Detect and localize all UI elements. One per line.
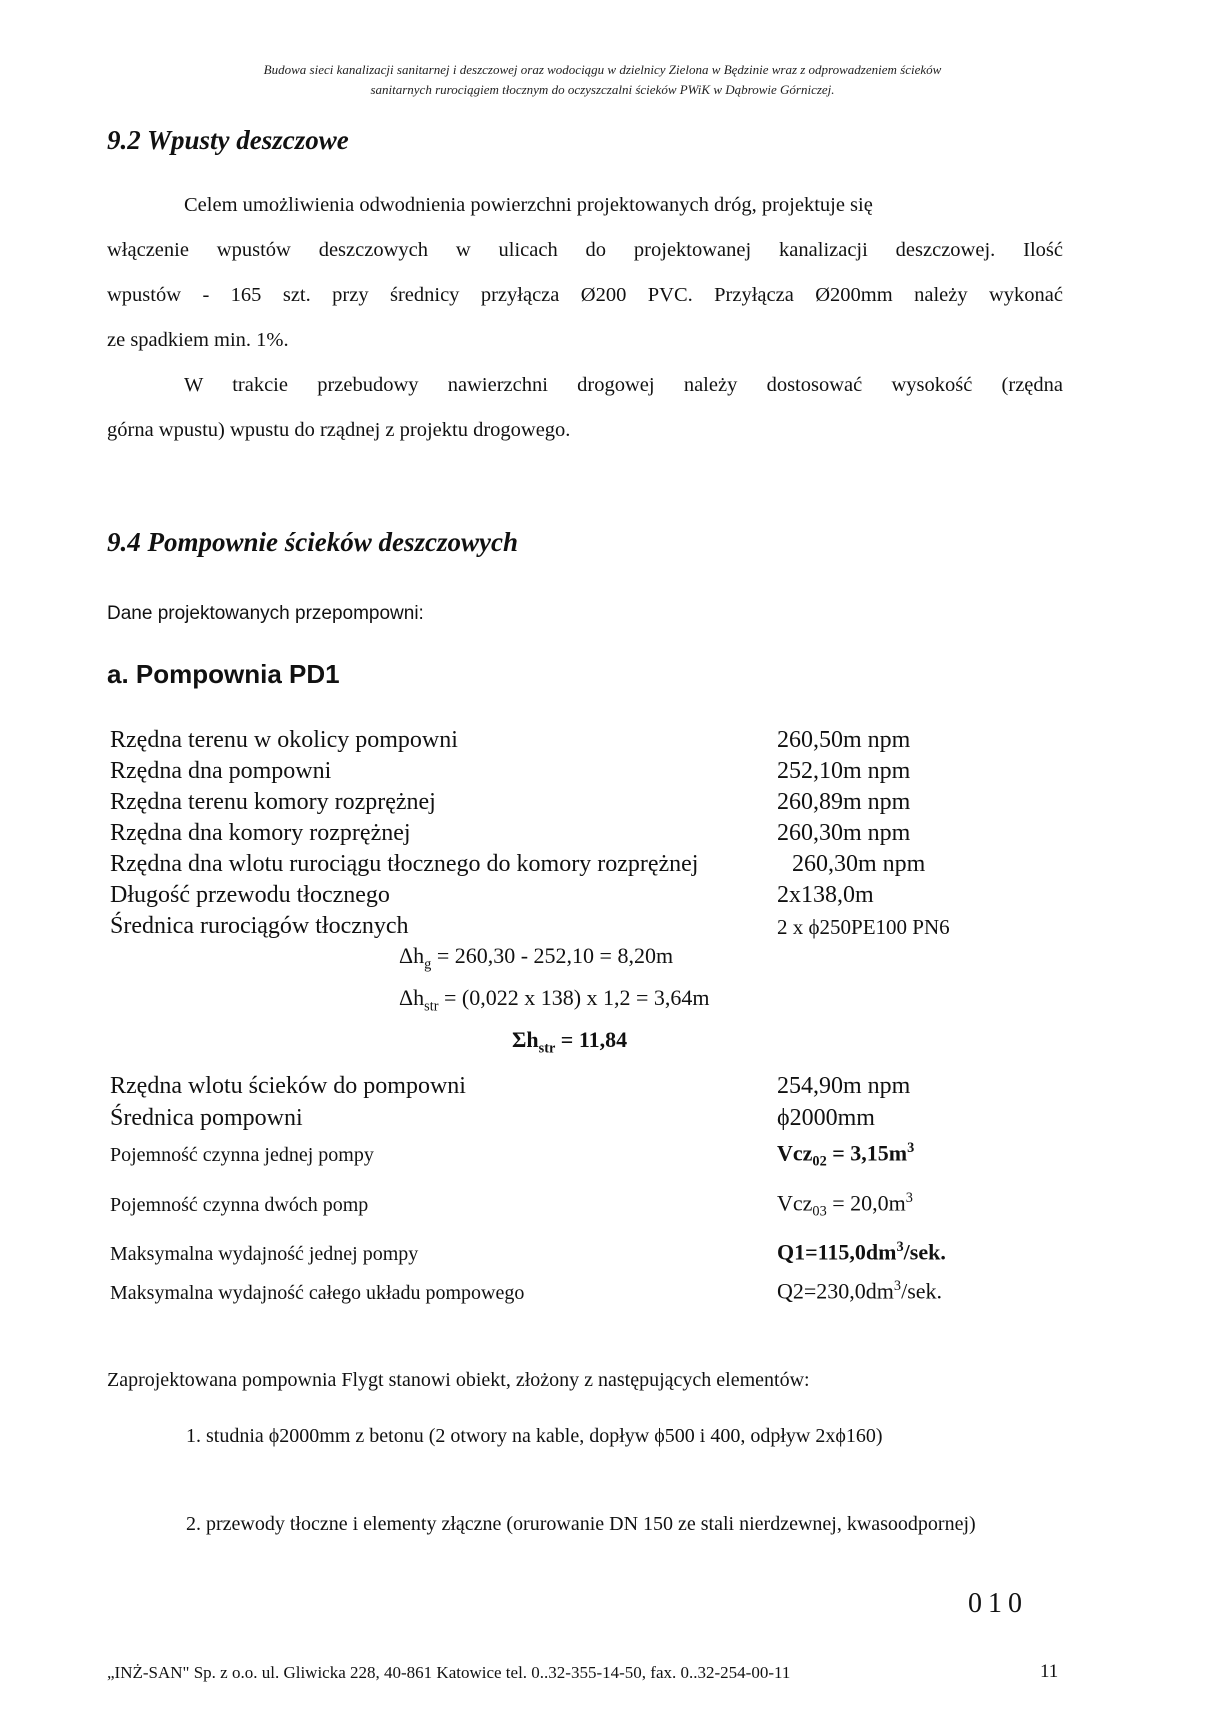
subheading-pompownia: a. Pompownia PD1	[107, 659, 340, 689]
formula-delta-hstr	[399, 985, 710, 1015]
value-text: /sek.	[901, 1278, 943, 1304]
param-value: 254,90m npm	[777, 1073, 911, 1099]
page-number: 11	[1040, 1661, 1059, 1682]
formula-symbol: Σh	[512, 1027, 539, 1052]
formula-subscript: str	[538, 1040, 556, 1057]
value-text: Vcz	[777, 1190, 813, 1216]
formula-symbol: Δh	[399, 943, 425, 968]
paragraph-2-line-2: górna wpustu) wpustu do rządnej z projektu drogowego.	[107, 419, 571, 441]
paragraph-1-line-1: Celem umożliwienia odwodnienia powierzchni projektowanych dróg, projektuje się	[184, 194, 873, 216]
header-line-2: sanitarnych rurociągiem tłocznym do oczyszczalni ścieków PWiK w Dąbrowie Górniczej.	[370, 82, 835, 97]
param-label: Rzędna terenu komory rozprężnej	[110, 789, 436, 815]
param-value	[777, 1239, 946, 1265]
param-label: Długość przewodu tłocznego	[110, 882, 390, 908]
value-superscript: 3	[893, 1278, 902, 1294]
list-item: 2. przewody tłoczne i elementy złączne (orurowanie DN 150 ze stali nierdzewnej, kwasoodpornej)	[186, 1513, 976, 1535]
param-value: 260,30m npm	[777, 820, 911, 846]
footer-text: „INŻ-SAN" Sp. z o.o. ul. Gliwicka 228, 40-861 Katowice tel. 0..32-355-14-50, fax. 0..32-254-00-11	[107, 1663, 791, 1682]
param-value: ϕ2000mm	[777, 1105, 875, 1131]
paragraph-2-line-1: W trakcie przebudowy nawierzchni drogowej należy dostosować wysokość (rzędna	[184, 374, 1063, 396]
param-label: Średnica pompowni	[110, 1105, 303, 1131]
param-value: 260,30m npm	[792, 851, 926, 877]
value-subscript: 03	[812, 1203, 827, 1220]
param-label: Rzędna wlotu ścieków do pompowni	[110, 1073, 466, 1099]
value-superscript: 3	[905, 1190, 913, 1206]
param-value: 2x138,0m	[777, 882, 874, 908]
section-9-2-heading: 9.2 Wpusty deszczowe	[107, 125, 349, 155]
formula-delta-hg	[399, 943, 673, 973]
paragraph-1-line-4: ze spadkiem min. 1%.	[107, 329, 289, 351]
value-text: = 20,0m	[826, 1190, 906, 1216]
param-value: 2 x ϕ250PE100 PN6	[777, 915, 950, 939]
page-stamp: 010	[968, 1588, 1028, 1619]
value-text: /sek.	[903, 1239, 946, 1265]
param-value	[777, 1278, 942, 1304]
paragraph-1-line-3: wpustów - 165 szt. przy średnicy przyłącza Ø200 PVC. Przyłącza Ø200mm należy wykonać	[107, 284, 1063, 306]
header-line-1: Budowa sieci kanalizacji sanitarnej i deszczowej oraz wodociągu w dzielnicy Zielona w Będzinie wraz z odprowadzeniem ścieków	[263, 62, 942, 77]
formula-sum-hstr	[512, 1027, 627, 1057]
param-value	[777, 1140, 914, 1171]
value-text: Vcz	[777, 1140, 813, 1166]
param-label: Rzędna dna wlotu rurociągu tłocznego do komory rozprężnej	[110, 851, 699, 877]
param-value: 260,89m npm	[777, 789, 911, 815]
param-label: Średnica rurociągów tłocznych	[110, 913, 409, 939]
value-text: Q2=230,0dm	[777, 1278, 894, 1304]
value-superscript: 3	[896, 1239, 904, 1255]
paragraph-1-line-2: włączenie wpustów deszczowych w ulicach do projektowanej kanalizacji deszczowej. Ilość	[107, 239, 1063, 261]
param-label: Maksymalna wydajność jednej pompy	[110, 1243, 419, 1265]
description-text: Zaprojektowana pompownia Flygt stanowi obiekt, złożony z następujących elementów:	[107, 1369, 810, 1391]
formula-expression: = (0,022 x 138) x 1,2 = 3,64m	[438, 985, 710, 1010]
param-label: Rzędna dna komory rozprężnej	[110, 820, 411, 846]
section-9-4-heading: 9.4 Pompownie ścieków deszczowych	[107, 527, 518, 557]
param-value: 260,50m npm	[777, 727, 911, 753]
value-text: Q1=115,0dm	[777, 1239, 897, 1265]
value-text: = 3,15m	[826, 1140, 908, 1166]
param-value: 252,10m npm	[777, 758, 911, 784]
value-subscript: 02	[812, 1153, 827, 1170]
formula-subscript: g	[424, 956, 432, 973]
formula-symbol: Δh	[399, 985, 425, 1010]
param-label: Rzędna dna pompowni	[110, 758, 332, 784]
formula-expression: = 11,84	[555, 1027, 628, 1052]
value-superscript: 3	[907, 1140, 915, 1156]
list-item: 1. studnia ϕ2000mm z betonu (2 otwory na kable, dopływ ϕ500 i 400, odpływ 2xϕ160)	[186, 1425, 883, 1447]
param-label: Maksymalna wydajność całego układu pompowego	[110, 1282, 525, 1304]
intro-text: Dane projektowanych przepompowni:	[107, 603, 424, 624]
formula-expression: = 260,30 - 252,10 = 8,20m	[431, 943, 674, 968]
param-value	[777, 1190, 913, 1221]
param-label: Pojemność czynna jednej pompy	[110, 1144, 374, 1166]
formula-subscript: str	[424, 998, 439, 1015]
param-label: Rzędna terenu w okolicy pompowni	[110, 727, 458, 753]
param-label: Pojemność czynna dwóch pomp	[110, 1194, 369, 1216]
